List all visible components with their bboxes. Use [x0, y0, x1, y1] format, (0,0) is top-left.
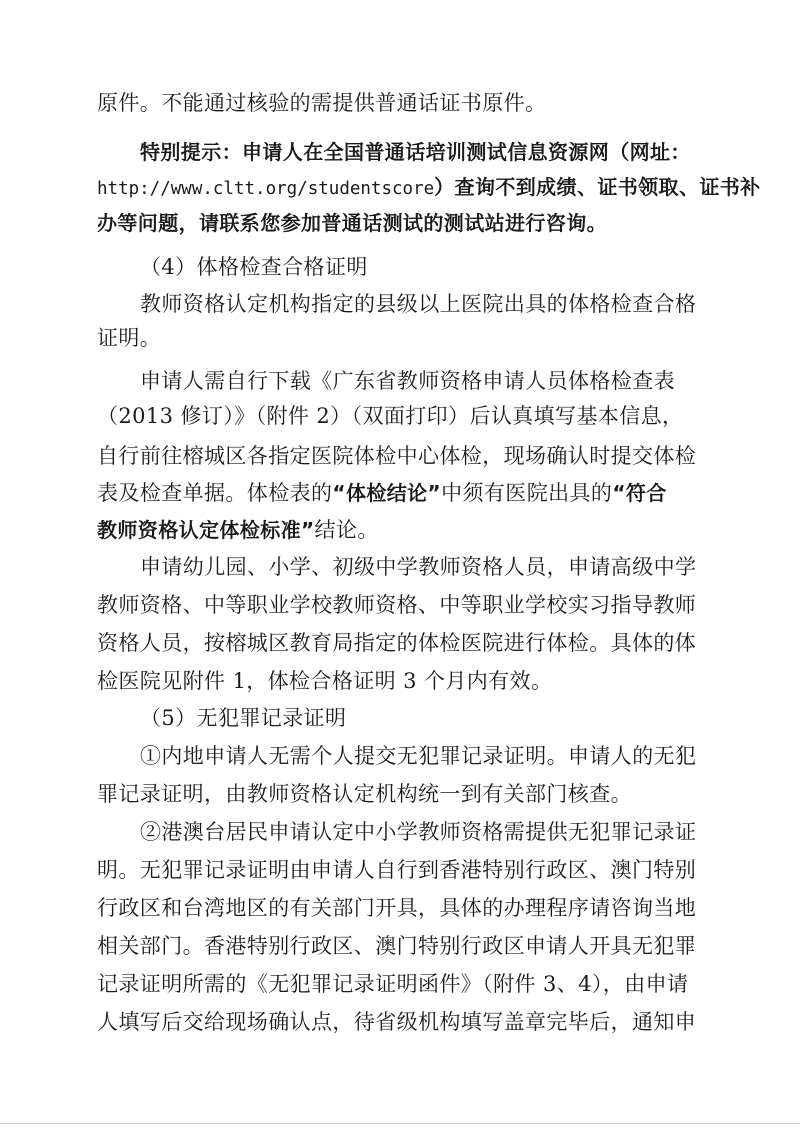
paragraph-line [97, 515, 707, 545]
text-span: 中须有医院出具的 [441, 481, 613, 505]
paragraph-line: 罪记录证明，由教师资格认定机构统一到有关部门核查。 [97, 782, 632, 806]
section-heading-4: （4）体格检查合格证明 [140, 255, 368, 279]
scan-edge-line [0, 1123, 800, 1124]
paragraph-line: 资格人员，按榕城区教育局指定的体检医院进行体检。具体的体 [97, 631, 697, 655]
paragraph-line: ①内地申请人无需个人提交无犯罪记录证明。申请人的无犯 [140, 744, 697, 768]
paragraph-line: 教师资格、中等职业学校教师资格、中等职业学校实习指导教师 [97, 593, 697, 617]
bold-text: “符合 [612, 481, 667, 505]
text-line: 原件。不能通过核验的需提供普通话证书原件。 [97, 91, 547, 115]
paragraph-line: 人填写后交给现场确认点，待省级机构填写盖章完毕后，通知申 [97, 1010, 697, 1034]
bold-text: “体检结论” [332, 481, 442, 505]
paragraph-line [97, 478, 707, 508]
bold-text: 教师资格认定体检标准” [97, 518, 315, 542]
paragraph-line: （2013 修订）》（附件 2）（双面打印）后认真填写基本信息， [97, 404, 684, 428]
paragraph-line: 记录证明所需的《无犯罪记录证明函件》（附件 3、4），由申请 [97, 972, 689, 996]
text-line [97, 172, 761, 202]
paragraph-line: ②港澳台居民申请认定中小学教师资格需提供无犯罪记录证 [140, 820, 697, 844]
special-notice-heading: 特别提示：申请人在全国普通话培训测试信息资源网（网址： [140, 140, 691, 164]
paragraph-line: 申请幼儿园、小学、初级中学教师资格人员，申请高级中学 [140, 555, 697, 579]
text-line: 办等问题，请联系您参加普通话测试的测试站进行咨询。 [97, 211, 607, 235]
text-span: 结论。 [314, 518, 379, 542]
paragraph-line: 行政区和台湾地区的有关部门开具，具体的办理程序请咨询当地 [97, 896, 697, 920]
section-heading-5: （5）无犯罪记录证明 [140, 706, 347, 730]
paragraph-line: 相关部门。香港特别行政区、澳门特别行政区申请人开具无犯罪 [97, 934, 697, 958]
paragraph-line: 自行前往榕城区各指定医院体检中心体检，现场确认时提交体检 [97, 444, 697, 468]
paragraph-line: 证明。 [97, 326, 162, 350]
bold-text: ）查询不到成绩、证书领取、证书补 [434, 175, 761, 199]
url-link[interactable]: http://www.cltt.org/studentscore [97, 179, 435, 199]
paragraph-line: 教师资格认定机构指定的县级以上医院出具的体格检查合格 [140, 292, 697, 316]
paragraph-line: 申请人需自行下载《广东省教师资格申请人员体格检查表 [140, 369, 675, 393]
paragraph-line: 明。无犯罪记录证明由申请人自行到香港特别行政区、澳门特别 [97, 858, 697, 882]
paragraph-line: 检医院见附件 1，体检合格证明 3 个月内有效。 [97, 669, 553, 693]
text-span: 表及检查单据。体检表的 [97, 481, 333, 505]
